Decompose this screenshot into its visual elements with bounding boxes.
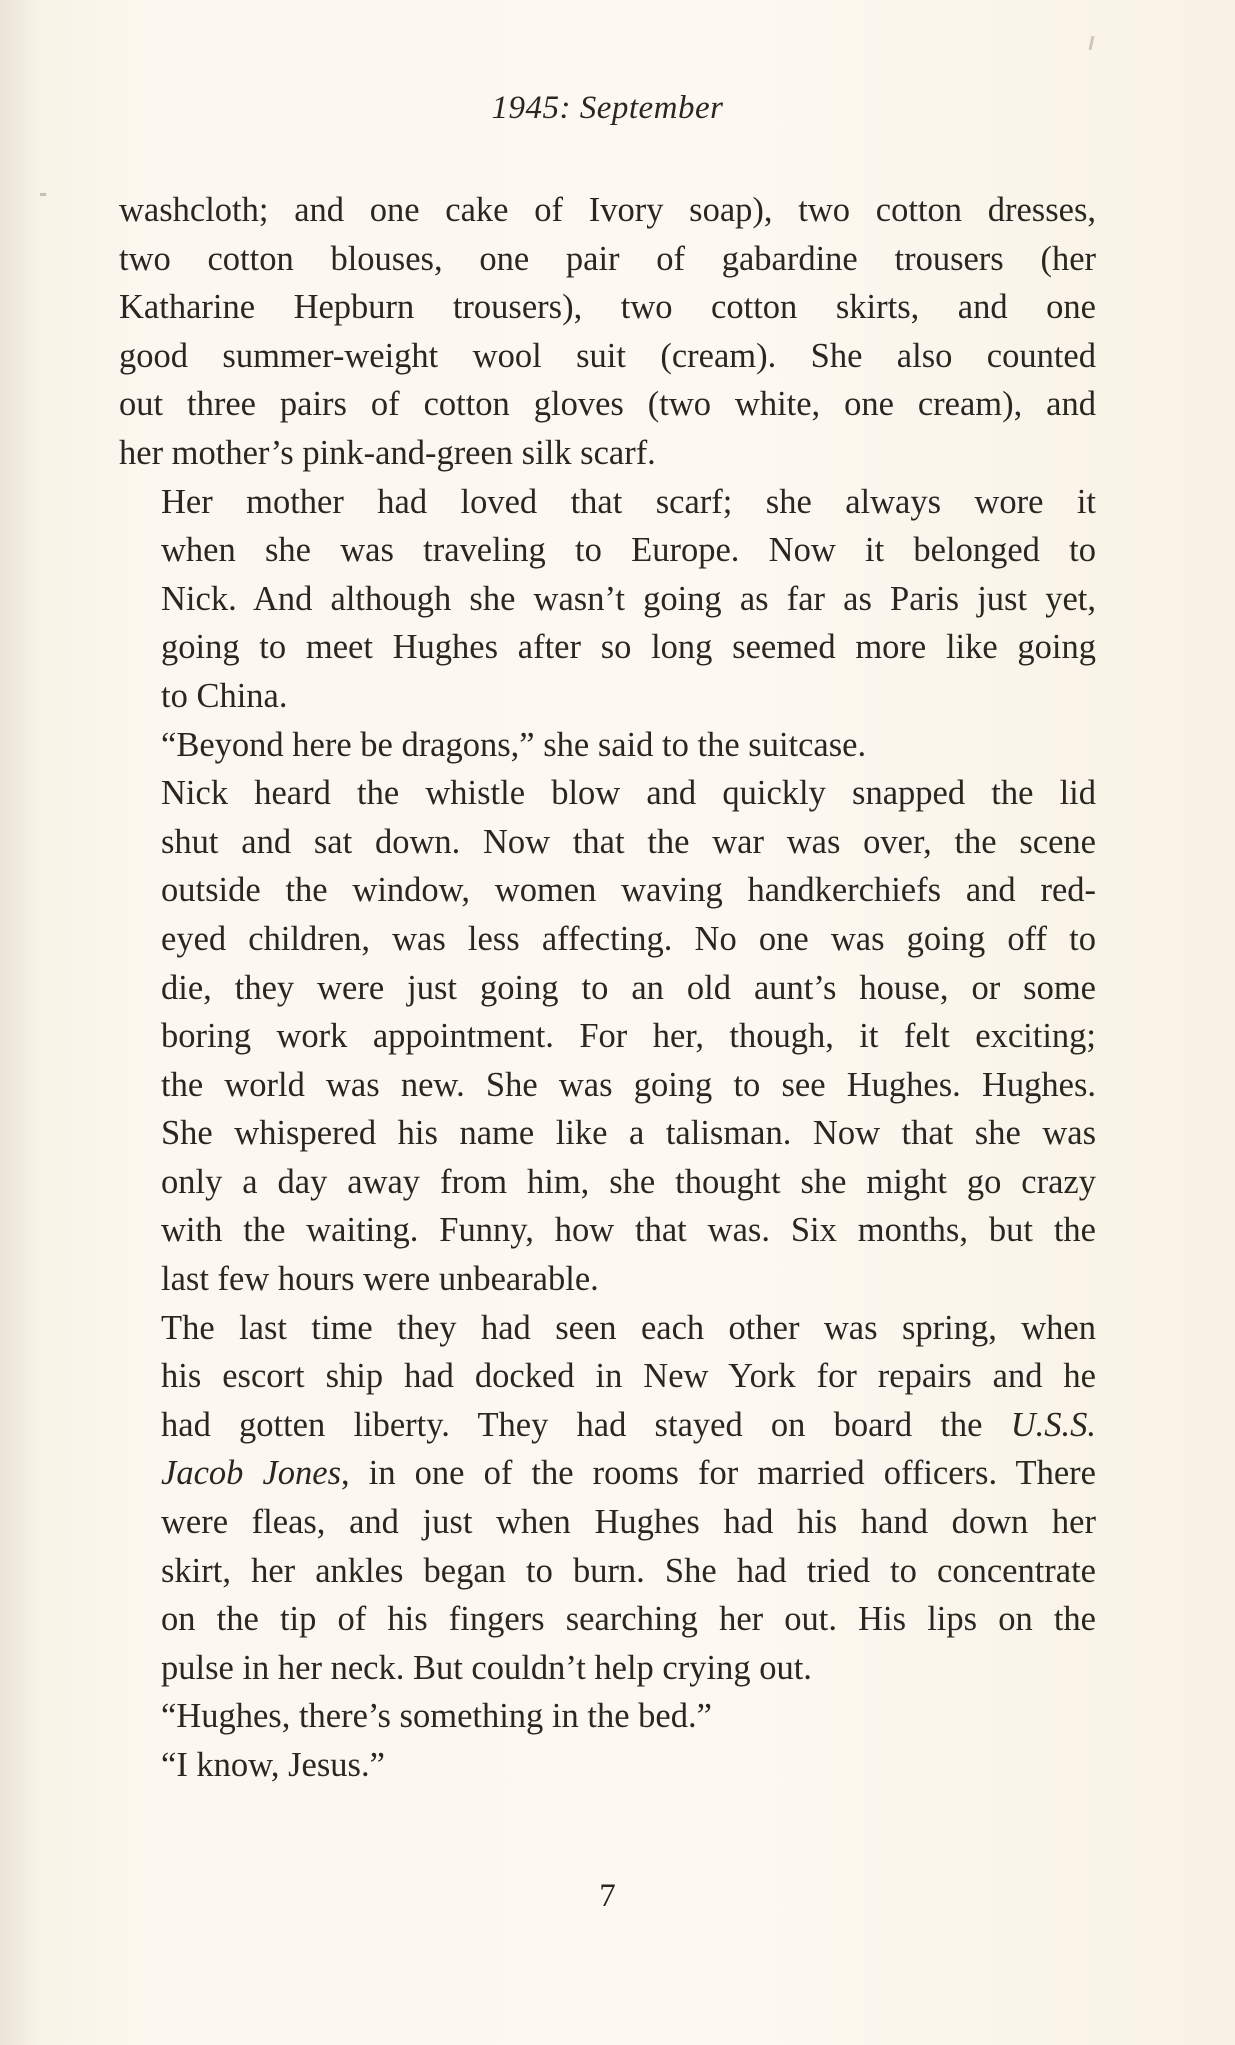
text-line: on the tip of his fingers searching her out. His lips on the: [161, 1600, 1096, 1639]
text-line: pulse in her neck. But couldn’t help crying out.: [161, 1648, 812, 1687]
margin-mark: [40, 193, 46, 196]
text-line: good summer-weight wool suit (cream). She also counted: [119, 336, 1096, 375]
page-number: 7: [599, 1878, 616, 1914]
text-line: eyed children, was less affecting. No one was going off to: [161, 919, 1096, 958]
binding-shadow: [0, 0, 40, 2045]
text-line: when she was traveling to Europe. Now it belonged to: [161, 531, 1096, 570]
paragraph: [119, 769, 1096, 1304]
text-line: skirt, her ankles began to burn. She had tried to concentrate: [161, 1551, 1096, 1590]
text-line: Jacob Jones, in one of the rooms for married officers. There: [161, 1454, 1096, 1493]
text-line: were fleas, and just when Hughes had his hand down her: [161, 1503, 1096, 1542]
text-line: out three pairs of cotton gloves (two white, one cream), and: [119, 385, 1096, 424]
paragraph: [119, 1304, 1096, 1693]
text-line: The last time they had seen each other was spring, when: [161, 1308, 1096, 1347]
text-line: Her mother had loved that scarf; she always wore it: [161, 482, 1096, 521]
text-line: outside the window, women waving handkerchiefs and red-: [161, 871, 1096, 910]
text-line: with the waiting. Funny, how that was. Six months, but the: [161, 1211, 1096, 1250]
text-line: his escort ship had docked in New York for repairs and he: [161, 1357, 1096, 1396]
text-line: her mother’s pink-and-green silk scarf.: [119, 433, 656, 472]
text-line: washcloth; and one cake of Ivory soap), two cotton dresses,: [119, 191, 1096, 229]
paragraph: [119, 478, 1096, 721]
text-line: She whispered his name like a talisman. Now that she was: [161, 1114, 1096, 1153]
paragraph: [119, 186, 1096, 478]
text-line: going to meet Hughes after so long seemed more like going: [161, 628, 1096, 667]
text-line: die, they were just going to an old aunt’s house, or some: [161, 968, 1096, 1007]
text-line: Katharine Hepburn trousers), two cotton skirts, and one: [119, 288, 1096, 327]
page-mark: [1089, 36, 1095, 50]
text-line: the world was new. She was going to see Hughes. Hughes.: [161, 1065, 1096, 1104]
paragraph: [119, 721, 1096, 770]
text-line: last few hours were unbearable.: [161, 1260, 599, 1299]
text-line: had gotten liberty. They had stayed on board the U.S.S.: [161, 1405, 1096, 1444]
text-line: only a day away from him, she thought she might go crazy: [161, 1162, 1096, 1201]
paragraph: [119, 1692, 1096, 1741]
paragraph: [119, 1741, 1096, 1790]
text-line: “Beyond here be dragons,” she said to the suitcase.: [161, 725, 867, 764]
running-head: 1945: September: [491, 90, 724, 126]
text-line: two cotton blouses, one pair of gabardine trousers (her: [119, 239, 1096, 278]
text-line: “Hughes, there’s something in the bed.”: [161, 1697, 712, 1736]
text-line: to China.: [161, 676, 288, 715]
text-line: shut and sat down. Now that the war was over, the scene: [161, 822, 1096, 861]
text-line: boring work appointment. For her, though, it felt exciting;: [161, 1017, 1096, 1056]
text-line: Nick. And although she wasn’t going as far as Paris just yet,: [161, 579, 1096, 618]
text-line: Nick heard the whistle blow and quickly snapped the lid: [161, 774, 1096, 813]
body-text: [119, 186, 1096, 1790]
text-line: “I know, Jesus.”: [161, 1746, 385, 1784]
